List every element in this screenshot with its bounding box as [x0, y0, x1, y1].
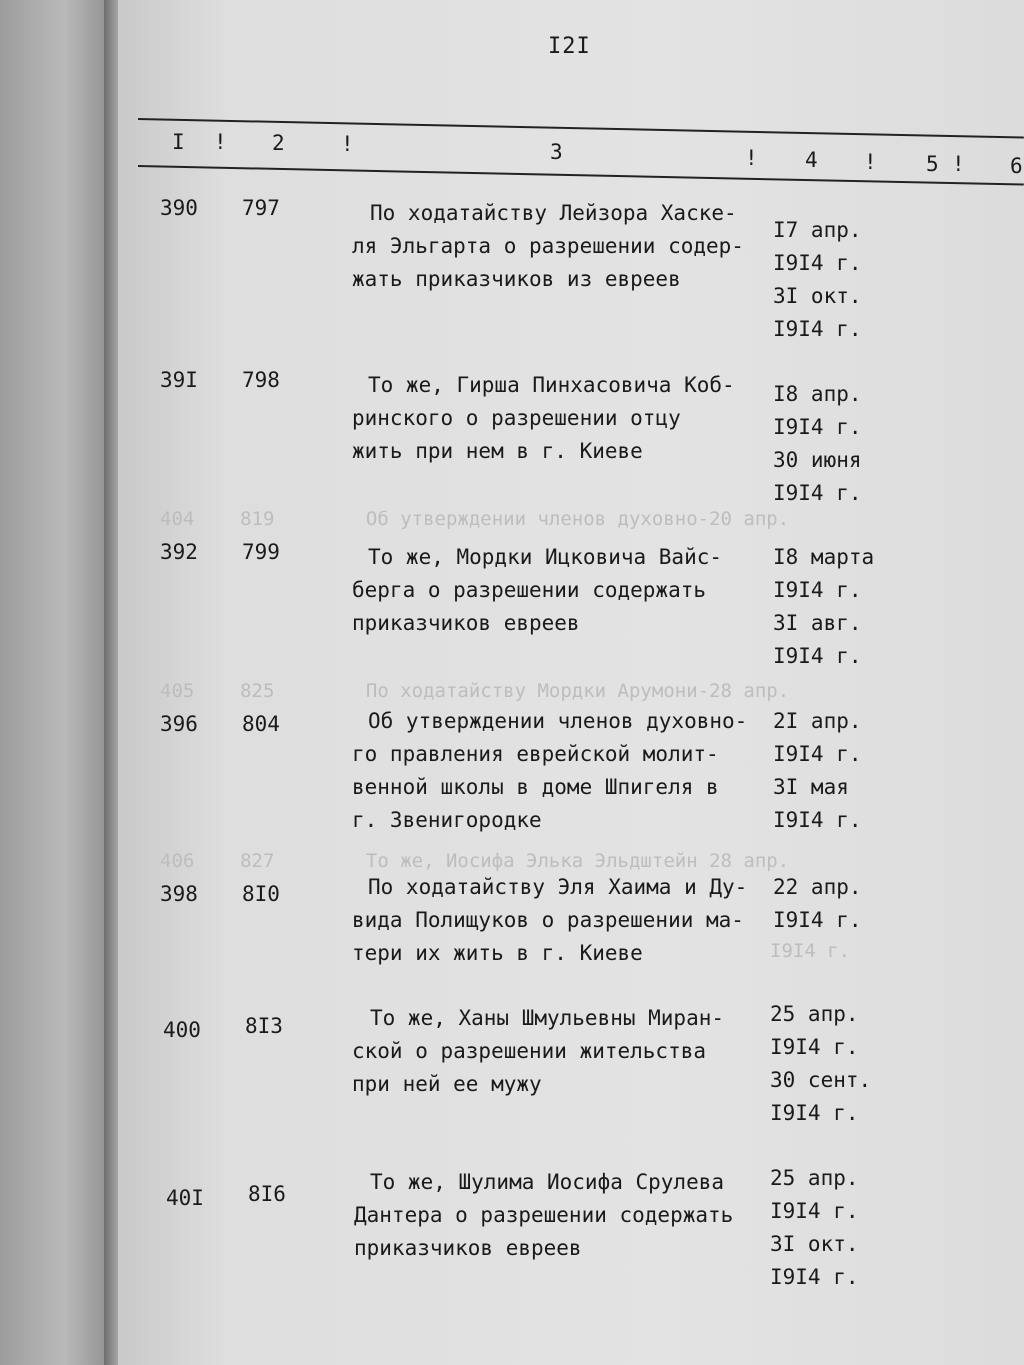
entry-description	[352, 1002, 724, 1101]
date-line: 25 апр.	[770, 1166, 859, 1190]
column-5-header: 5	[926, 152, 939, 176]
date-line: 3I авг.	[773, 611, 862, 635]
entry-description	[352, 197, 744, 296]
date-line: I9I4 г.	[773, 317, 862, 341]
date-line: 30 июня	[773, 448, 862, 472]
date-line: 2I апр.	[773, 709, 862, 733]
entry-number: 398	[160, 882, 198, 906]
entry-number: 400	[163, 1018, 201, 1042]
date-line: I9I4 г.	[770, 1035, 859, 1059]
entry-code: 797	[242, 196, 280, 220]
column-6-header: 6	[1010, 154, 1023, 178]
entry-number: 392	[160, 540, 198, 564]
description-line: Дантера о разрешении содержать	[354, 1203, 734, 1227]
entry-number: 39I	[160, 368, 198, 392]
bleed-through: I9I4 г.	[770, 940, 851, 962]
entry-dates	[770, 998, 871, 1130]
description-line: вида Полищуков о разрешении ма-	[352, 908, 744, 932]
description-line: г. Звенигородке	[352, 808, 542, 832]
description-line: жать приказчиков из евреев	[352, 267, 681, 291]
description-line: ля Эльгарта о разрешении содер-	[352, 234, 744, 258]
date-line: I9I4 г.	[773, 415, 862, 439]
column-1-header: I	[172, 130, 185, 154]
entry-dates	[773, 705, 862, 837]
date-line: I7 апр.	[773, 218, 862, 242]
entry-number: 396	[160, 712, 198, 736]
description-line: жить при нем в г. Киеве	[352, 439, 643, 463]
date-line: I9I4 г.	[773, 742, 862, 766]
entry-number: 40I	[166, 1186, 204, 1210]
entry-code: 798	[242, 368, 280, 392]
description-line: венной школы в доме Шпигеля в	[352, 775, 719, 799]
date-line: I8 апр.	[773, 382, 862, 406]
entry-code: 8I6	[248, 1182, 286, 1206]
date-line: 22 апр.	[773, 875, 862, 899]
date-line: 3I окт.	[773, 284, 862, 308]
entry-dates	[773, 214, 862, 346]
column-separator: !	[341, 132, 354, 156]
entry-dates	[773, 541, 874, 673]
date-line: I9I4 г.	[770, 1199, 859, 1223]
description-line: Об утверждении членов духовно-	[368, 709, 748, 733]
date-line: I9I4 г.	[773, 644, 862, 668]
facing-page-edge	[0, 0, 118, 1365]
column-separator: !	[864, 150, 877, 174]
date-line: 25 апр.	[770, 1002, 859, 1026]
column-separator: !	[745, 146, 758, 170]
date-line: I9I4 г.	[773, 481, 862, 505]
description-line: приказчиков евреев	[352, 611, 580, 635]
column-separator: !	[214, 130, 227, 154]
entry-code: 799	[242, 540, 280, 564]
entry-code: 8I3	[245, 1014, 283, 1038]
description-line: ринского о разрешении отцу	[352, 406, 681, 430]
description-line: По ходатайству Лейзора Хаске-	[370, 201, 737, 225]
entry-description	[352, 705, 747, 837]
description-line: ской о разрешении жительства	[352, 1039, 707, 1063]
description-line: То же, Ханы Шмульевны Миран-	[370, 1006, 725, 1030]
description-line: тери их жить в г. Киеве	[352, 941, 643, 965]
date-line: I9I4 г.	[773, 251, 862, 275]
description-line: берга о разрешении содержать	[352, 578, 707, 602]
entry-description	[354, 1166, 733, 1265]
entry-description	[352, 871, 747, 970]
bleed-through: 404 819 Об утверждении членов духовно-20 апр.	[160, 508, 790, 530]
date-line: I9I4 г.	[773, 808, 862, 832]
date-line: I9I4 г.	[773, 908, 862, 932]
date-line: I9I4 г.	[770, 1101, 859, 1125]
description-line: То же, Мордки Ицковича Вайс-	[368, 545, 723, 569]
entry-dates	[773, 378, 862, 510]
entry-description	[352, 541, 722, 640]
description-line: То же, Шулима Иосифа Срулева	[370, 1170, 725, 1194]
entry-code: 804	[242, 712, 280, 736]
column-2-header: 2	[272, 131, 285, 155]
description-line: го правления еврейской молит-	[352, 742, 719, 766]
date-line: 3I окт.	[770, 1232, 859, 1256]
description-line: приказчиков евреев	[354, 1236, 582, 1260]
bleed-through: 406 827 То же, Иосифа Элька Эльдштейн 28 апр.	[160, 850, 790, 872]
bleed-through: 405 825 По ходатайству Мордки Арумони-28 апр.	[160, 680, 790, 702]
page-number: I2I	[548, 34, 591, 59]
description-line: По ходатайству Эля Хаима и Ду-	[368, 875, 748, 899]
entry-description	[352, 369, 735, 468]
date-line: I9I4 г.	[770, 1265, 859, 1289]
column-4-header: 4	[805, 148, 818, 172]
date-line: I8 марта	[773, 545, 875, 569]
column-separator: !	[952, 152, 965, 176]
entry-dates	[773, 871, 862, 937]
description-line: при ней ее мужу	[352, 1072, 542, 1096]
column-3-header: 3	[550, 140, 563, 164]
entry-dates	[770, 1162, 859, 1294]
date-line: I9I4 г.	[773, 578, 862, 602]
description-line: То же, Гирша Пинхасовича Коб-	[368, 373, 735, 397]
date-line: 30 сент.	[770, 1068, 872, 1092]
entry-number: 390	[160, 196, 198, 220]
entry-code: 8I0	[242, 882, 280, 906]
date-line: 3I мая	[773, 775, 849, 799]
